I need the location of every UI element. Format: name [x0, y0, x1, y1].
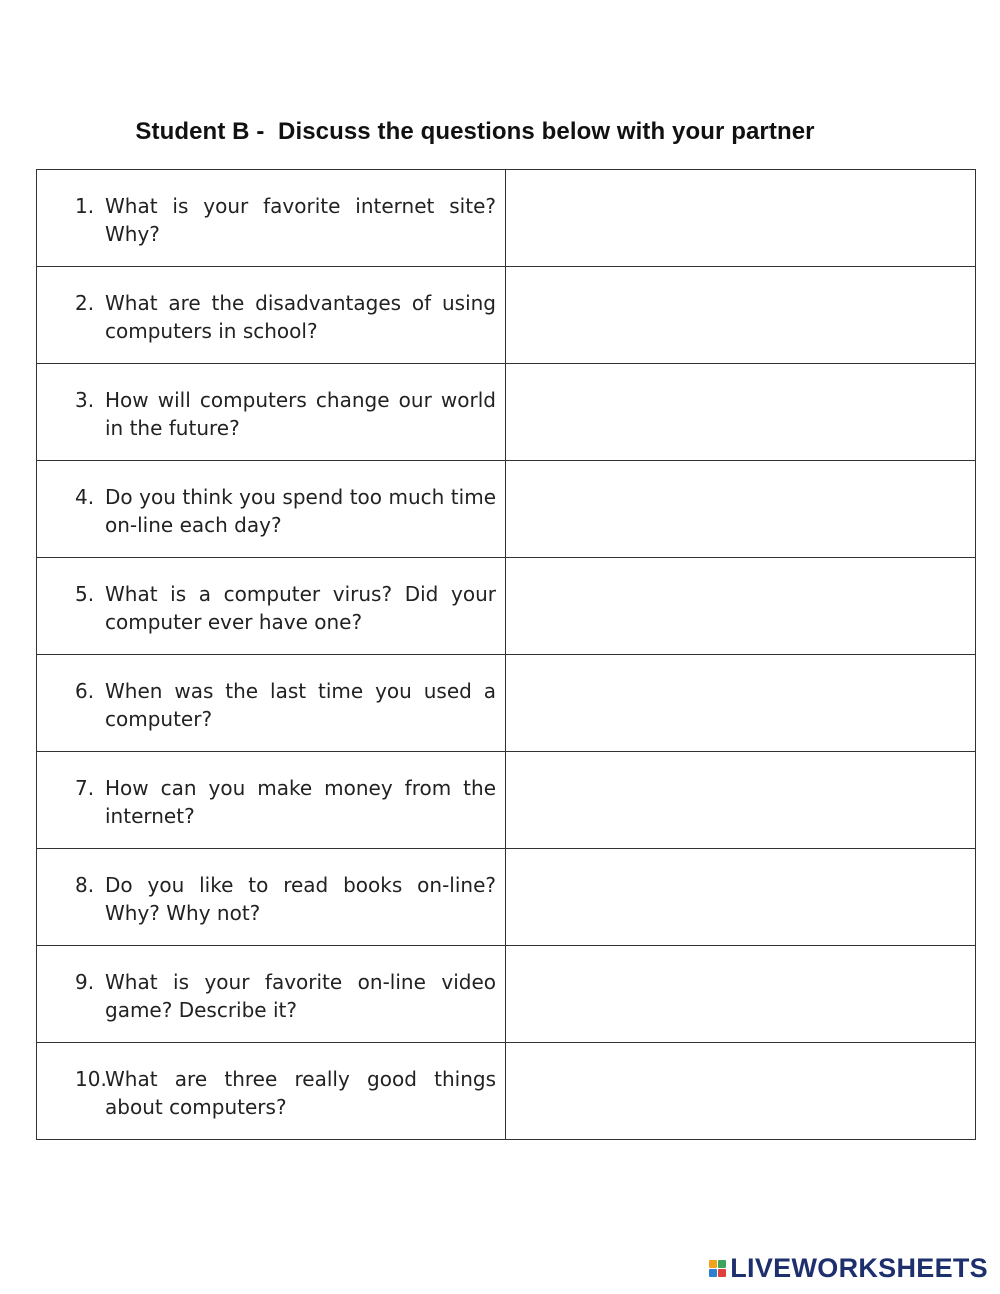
question-cell [37, 267, 506, 364]
answer-cell[interactable] [506, 364, 976, 461]
answer-cell[interactable] [506, 946, 976, 1043]
question-text: How will computers change our world in the future? [105, 388, 496, 440]
question-number: 9. [75, 970, 95, 994]
question-number: 6. [75, 679, 95, 703]
question-text: What is your favorite internet site? Why? [105, 194, 496, 246]
logo-square [709, 1260, 717, 1268]
table-row [37, 558, 976, 655]
answer-cell[interactable] [506, 1043, 976, 1140]
question-cell [37, 461, 506, 558]
logo-square [718, 1269, 726, 1277]
question-number: 10. [75, 1067, 107, 1091]
table-row [37, 170, 976, 267]
question-text: What is your favorite on-line video game? Describe it? [105, 970, 496, 1022]
question-number: 1. [75, 194, 95, 218]
question-text: What is a computer virus? Did your computer ever have one? [105, 582, 496, 634]
answer-cell[interactable] [506, 558, 976, 655]
logo-icon [709, 1260, 726, 1277]
question-text: What are the disadvantages of using computers in school? [105, 291, 496, 343]
question-text: Do you like to read books on-line? Why? Why not? [105, 873, 496, 925]
question-cell [37, 364, 506, 461]
answer-cell[interactable] [506, 267, 976, 364]
table-row [37, 267, 976, 364]
answer-cell[interactable] [506, 849, 976, 946]
question-number: 3. [75, 388, 95, 412]
question-number: 4. [75, 485, 95, 509]
question-cell [37, 849, 506, 946]
question-text: What are three really good things about computers? [105, 1067, 496, 1119]
question-number: 5. [75, 582, 95, 606]
question-cell [37, 946, 506, 1043]
logo-square [709, 1269, 717, 1277]
logo-square [718, 1260, 726, 1268]
table-row [37, 946, 976, 1043]
question-text: When was the last time you used a computer? [105, 679, 496, 731]
table-row [37, 461, 976, 558]
table-row [37, 1043, 976, 1140]
question-number: 2. [75, 291, 95, 315]
answer-cell[interactable] [506, 461, 976, 558]
table-row [37, 364, 976, 461]
worksheet-title: Student B - Discuss the questions below with your partner [135, 118, 815, 145]
table-row [37, 752, 976, 849]
answer-cell[interactable] [506, 170, 976, 267]
question-number: 8. [75, 873, 95, 897]
question-text: Do you think you spend too much time on-line each day? [105, 485, 496, 537]
logo-text: LIVEWORKSHEETS [730, 1253, 988, 1283]
question-number: 7. [75, 776, 95, 800]
liveworksheets-logo [709, 1253, 988, 1284]
question-cell [37, 558, 506, 655]
table-row [37, 655, 976, 752]
answer-cell[interactable] [506, 655, 976, 752]
table-row [37, 849, 976, 946]
question-cell [37, 170, 506, 267]
question-cell [37, 1043, 506, 1140]
answer-cell[interactable] [506, 752, 976, 849]
question-cell [37, 655, 506, 752]
questions-table [36, 169, 976, 1140]
question-cell [37, 752, 506, 849]
question-text: How can you make money from the internet? [105, 776, 496, 828]
